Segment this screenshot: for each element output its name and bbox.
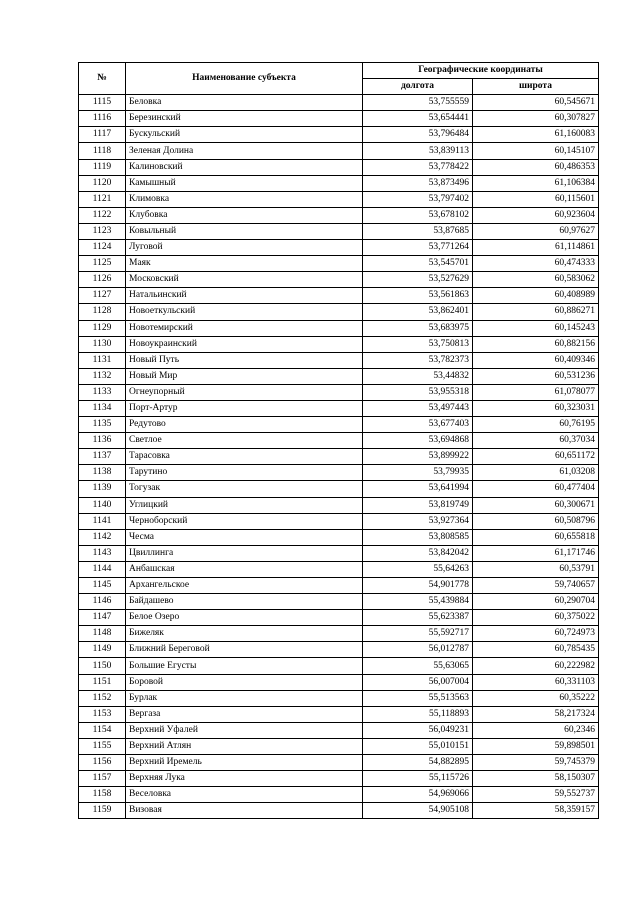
row-number: 1153 (79, 706, 126, 722)
table-row (79, 642, 599, 658)
row-latitude: 60,76195 (473, 417, 599, 433)
row-subject-name: Бижеляк (126, 626, 363, 642)
row-number: 1131 (79, 352, 126, 368)
table-row (79, 481, 599, 497)
row-number: 1157 (79, 771, 126, 787)
row-latitude: 60,923604 (473, 207, 599, 223)
row-number: 1125 (79, 256, 126, 272)
table-row (79, 465, 599, 481)
row-number: 1133 (79, 384, 126, 400)
row-latitude: 61,03208 (473, 465, 599, 481)
table-row (79, 272, 599, 288)
row-number: 1127 (79, 288, 126, 304)
row-subject-name: Анбашская (126, 561, 363, 577)
row-longitude: 54,969066 (363, 787, 473, 803)
table-row (79, 320, 599, 336)
table-body (79, 95, 599, 819)
row-longitude: 53,755559 (363, 95, 473, 111)
header-latitude: широта (473, 79, 599, 95)
table-row (79, 127, 599, 143)
table-row (79, 256, 599, 272)
row-latitude: 61,106384 (473, 175, 599, 191)
row-subject-name: Маяк (126, 256, 363, 272)
row-latitude: 60,97627 (473, 223, 599, 239)
row-longitude: 56,007004 (363, 674, 473, 690)
row-longitude: 53,842042 (363, 545, 473, 561)
row-number: 1115 (79, 95, 126, 111)
table-row (79, 223, 599, 239)
row-subject-name: Клубовка (126, 207, 363, 223)
row-latitude: 59,740657 (473, 578, 599, 594)
row-longitude: 53,750813 (363, 336, 473, 352)
row-subject-name: Огнеупорный (126, 384, 363, 400)
row-longitude: 54,882895 (363, 755, 473, 771)
row-longitude: 53,796484 (363, 127, 473, 143)
row-number: 1147 (79, 610, 126, 626)
row-number: 1143 (79, 545, 126, 561)
row-longitude: 53,771264 (363, 240, 473, 256)
row-subject-name: Новоукраинский (126, 336, 363, 352)
table-row (79, 658, 599, 674)
row-number: 1124 (79, 240, 126, 256)
row-number: 1146 (79, 594, 126, 610)
row-longitude: 53,527629 (363, 272, 473, 288)
table-row (79, 626, 599, 642)
row-number: 1150 (79, 658, 126, 674)
row-longitude: 53,955318 (363, 384, 473, 400)
row-number: 1144 (79, 561, 126, 577)
table-row (79, 433, 599, 449)
table-row (79, 417, 599, 433)
row-longitude: 53,694868 (363, 433, 473, 449)
row-subject-name: Бурлак (126, 690, 363, 706)
row-number: 1130 (79, 336, 126, 352)
row-number: 1135 (79, 417, 126, 433)
row-longitude: 53,927364 (363, 513, 473, 529)
row-longitude: 54,901778 (363, 578, 473, 594)
table-row (79, 95, 599, 111)
row-longitude: 53,819749 (363, 497, 473, 513)
table-row (79, 352, 599, 368)
row-longitude: 55,592717 (363, 626, 473, 642)
row-longitude: 53,862401 (363, 304, 473, 320)
header-longitude: долгота (363, 79, 473, 95)
table-row (79, 175, 599, 191)
row-latitude: 60,53791 (473, 561, 599, 577)
table-header (79, 63, 599, 95)
row-latitude: 60,37034 (473, 433, 599, 449)
row-latitude: 58,359157 (473, 803, 599, 819)
row-longitude: 55,64263 (363, 561, 473, 577)
row-subject-name: Беловка (126, 95, 363, 111)
table-row (79, 513, 599, 529)
row-number: 1121 (79, 191, 126, 207)
row-latitude: 61,114861 (473, 240, 599, 256)
row-number: 1132 (79, 368, 126, 384)
row-subject-name: Вергаза (126, 706, 363, 722)
row-subject-name: Визовая (126, 803, 363, 819)
row-longitude: 54,905108 (363, 803, 473, 819)
row-subject-name: Цвиллинга (126, 545, 363, 561)
row-longitude: 53,899922 (363, 449, 473, 465)
row-latitude: 60,375022 (473, 610, 599, 626)
row-number: 1128 (79, 304, 126, 320)
row-number: 1123 (79, 223, 126, 239)
row-latitude: 60,307827 (473, 111, 599, 127)
row-subject-name: Новый Мир (126, 368, 363, 384)
row-latitude: 60,2346 (473, 722, 599, 738)
row-longitude: 53,677403 (363, 417, 473, 433)
table-row (79, 336, 599, 352)
row-subject-name: Порт-Артур (126, 400, 363, 416)
row-latitude: 60,222982 (473, 658, 599, 674)
row-latitude: 60,651172 (473, 449, 599, 465)
row-latitude: 60,886271 (473, 304, 599, 320)
row-longitude: 53,44832 (363, 368, 473, 384)
row-subject-name: Байдашево (126, 594, 363, 610)
table-row (79, 755, 599, 771)
row-subject-name: Верхний Иремель (126, 755, 363, 771)
row-subject-name: Московский (126, 272, 363, 288)
table-row (79, 771, 599, 787)
row-number: 1119 (79, 159, 126, 175)
row-latitude: 61,160083 (473, 127, 599, 143)
row-number: 1134 (79, 400, 126, 416)
row-longitude: 55,513563 (363, 690, 473, 706)
row-number: 1149 (79, 642, 126, 658)
row-number: 1142 (79, 529, 126, 545)
row-latitude: 60,145243 (473, 320, 599, 336)
row-subject-name: Верхний Атлян (126, 738, 363, 754)
row-number: 1141 (79, 513, 126, 529)
row-longitude: 53,778422 (363, 159, 473, 175)
row-latitude: 60,583062 (473, 272, 599, 288)
row-longitude: 53,683975 (363, 320, 473, 336)
table-row (79, 368, 599, 384)
row-latitude: 60,531236 (473, 368, 599, 384)
row-longitude: 53,545701 (363, 256, 473, 272)
table-row (79, 143, 599, 159)
row-longitude: 53,839113 (363, 143, 473, 159)
row-number: 1154 (79, 722, 126, 738)
row-number: 1126 (79, 272, 126, 288)
coordinates-table (78, 62, 599, 819)
row-number: 1138 (79, 465, 126, 481)
table-row (79, 561, 599, 577)
row-latitude: 60,115601 (473, 191, 599, 207)
row-subject-name: Березинский (126, 111, 363, 127)
row-number: 1151 (79, 674, 126, 690)
row-longitude: 56,049231 (363, 722, 473, 738)
row-longitude: 55,63065 (363, 658, 473, 674)
table-row (79, 690, 599, 706)
row-latitude: 60,300671 (473, 497, 599, 513)
row-latitude: 59,552737 (473, 787, 599, 803)
row-latitude: 60,655818 (473, 529, 599, 545)
row-longitude: 53,782373 (363, 352, 473, 368)
row-longitude: 53,87685 (363, 223, 473, 239)
row-subject-name: Зеленая Долина (126, 143, 363, 159)
row-latitude: 59,898501 (473, 738, 599, 754)
row-latitude: 61,078077 (473, 384, 599, 400)
row-latitude: 60,290704 (473, 594, 599, 610)
table-row (79, 191, 599, 207)
row-longitude: 55,118893 (363, 706, 473, 722)
row-longitude: 55,010151 (363, 738, 473, 754)
table-row (79, 594, 599, 610)
row-subject-name: Большие Егусты (126, 658, 363, 674)
row-subject-name: Белое Озеро (126, 610, 363, 626)
table-row (79, 384, 599, 400)
row-latitude: 60,408989 (473, 288, 599, 304)
row-subject-name: Камышный (126, 175, 363, 191)
row-latitude: 60,323031 (473, 400, 599, 416)
table-row (79, 529, 599, 545)
row-subject-name: Редутово (126, 417, 363, 433)
row-subject-name: Ближний Береговой (126, 642, 363, 658)
row-subject-name: Тогузак (126, 481, 363, 497)
row-latitude: 60,35222 (473, 690, 599, 706)
row-number: 1117 (79, 127, 126, 143)
row-number: 1152 (79, 690, 126, 706)
row-longitude: 53,79935 (363, 465, 473, 481)
row-latitude: 60,882156 (473, 336, 599, 352)
row-subject-name: Архангельское (126, 578, 363, 594)
row-subject-name: Чесма (126, 529, 363, 545)
row-latitude: 60,545671 (473, 95, 599, 111)
row-longitude: 53,678102 (363, 207, 473, 223)
row-subject-name: Натальинский (126, 288, 363, 304)
table-row (79, 578, 599, 594)
row-subject-name: Новоеткульский (126, 304, 363, 320)
row-subject-name: Луговой (126, 240, 363, 256)
table-row (79, 400, 599, 416)
row-number: 1122 (79, 207, 126, 223)
row-subject-name: Ковыльный (126, 223, 363, 239)
row-subject-name: Климовка (126, 191, 363, 207)
row-latitude: 60,331103 (473, 674, 599, 690)
table-row (79, 288, 599, 304)
row-longitude: 53,641994 (363, 481, 473, 497)
row-latitude: 60,785435 (473, 642, 599, 658)
row-subject-name: Черноборский (126, 513, 363, 529)
row-longitude: 53,654441 (363, 111, 473, 127)
row-latitude: 60,724973 (473, 626, 599, 642)
row-longitude: 55,115726 (363, 771, 473, 787)
row-longitude: 53,797402 (363, 191, 473, 207)
row-latitude: 61,171746 (473, 545, 599, 561)
header-coordinates: Географические координаты (363, 63, 599, 79)
row-number: 1120 (79, 175, 126, 191)
row-longitude: 55,439884 (363, 594, 473, 610)
table-row (79, 240, 599, 256)
row-number: 1159 (79, 803, 126, 819)
row-subject-name: Углицкий (126, 497, 363, 513)
row-subject-name: Новотемирский (126, 320, 363, 336)
row-longitude: 53,561863 (363, 288, 473, 304)
table-row (79, 803, 599, 819)
table-row (79, 787, 599, 803)
row-number: 1156 (79, 755, 126, 771)
row-latitude: 60,486353 (473, 159, 599, 175)
table-row (79, 545, 599, 561)
table-row (79, 738, 599, 754)
table-row (79, 674, 599, 690)
row-longitude: 56,012787 (363, 642, 473, 658)
table-row (79, 304, 599, 320)
row-subject-name: Веселовка (126, 787, 363, 803)
row-number: 1145 (79, 578, 126, 594)
table-row (79, 497, 599, 513)
row-subject-name: Тарутино (126, 465, 363, 481)
row-number: 1118 (79, 143, 126, 159)
row-latitude: 60,508796 (473, 513, 599, 529)
row-subject-name: Калиновский (126, 159, 363, 175)
row-subject-name: Верхний Уфалей (126, 722, 363, 738)
row-number: 1129 (79, 320, 126, 336)
row-number: 1140 (79, 497, 126, 513)
row-number: 1139 (79, 481, 126, 497)
row-subject-name: Бускульский (126, 127, 363, 143)
row-longitude: 53,497443 (363, 400, 473, 416)
row-longitude: 55,623387 (363, 610, 473, 626)
row-subject-name: Тарасовка (126, 449, 363, 465)
row-number: 1155 (79, 738, 126, 754)
row-latitude: 59,745379 (473, 755, 599, 771)
row-longitude: 53,808585 (363, 529, 473, 545)
row-number: 1137 (79, 449, 126, 465)
table-row (79, 159, 599, 175)
row-latitude: 60,145107 (473, 143, 599, 159)
table-row (79, 449, 599, 465)
row-longitude: 53,873496 (363, 175, 473, 191)
header-number: № (79, 63, 126, 95)
table-row (79, 207, 599, 223)
row-subject-name: Новый Путь (126, 352, 363, 368)
row-number: 1158 (79, 787, 126, 803)
row-latitude: 60,409346 (473, 352, 599, 368)
row-number: 1148 (79, 626, 126, 642)
table-row (79, 722, 599, 738)
row-latitude: 58,217324 (473, 706, 599, 722)
row-latitude: 60,477404 (473, 481, 599, 497)
row-latitude: 58,150307 (473, 771, 599, 787)
row-subject-name: Боровой (126, 674, 363, 690)
row-latitude: 60,474333 (473, 256, 599, 272)
table-row (79, 610, 599, 626)
row-subject-name: Верхняя Лука (126, 771, 363, 787)
row-subject-name: Светлое (126, 433, 363, 449)
header-subject-name: Наименование субъекта (126, 63, 363, 95)
table-row (79, 706, 599, 722)
row-number: 1116 (79, 111, 126, 127)
table-row (79, 111, 599, 127)
row-number: 1136 (79, 433, 126, 449)
